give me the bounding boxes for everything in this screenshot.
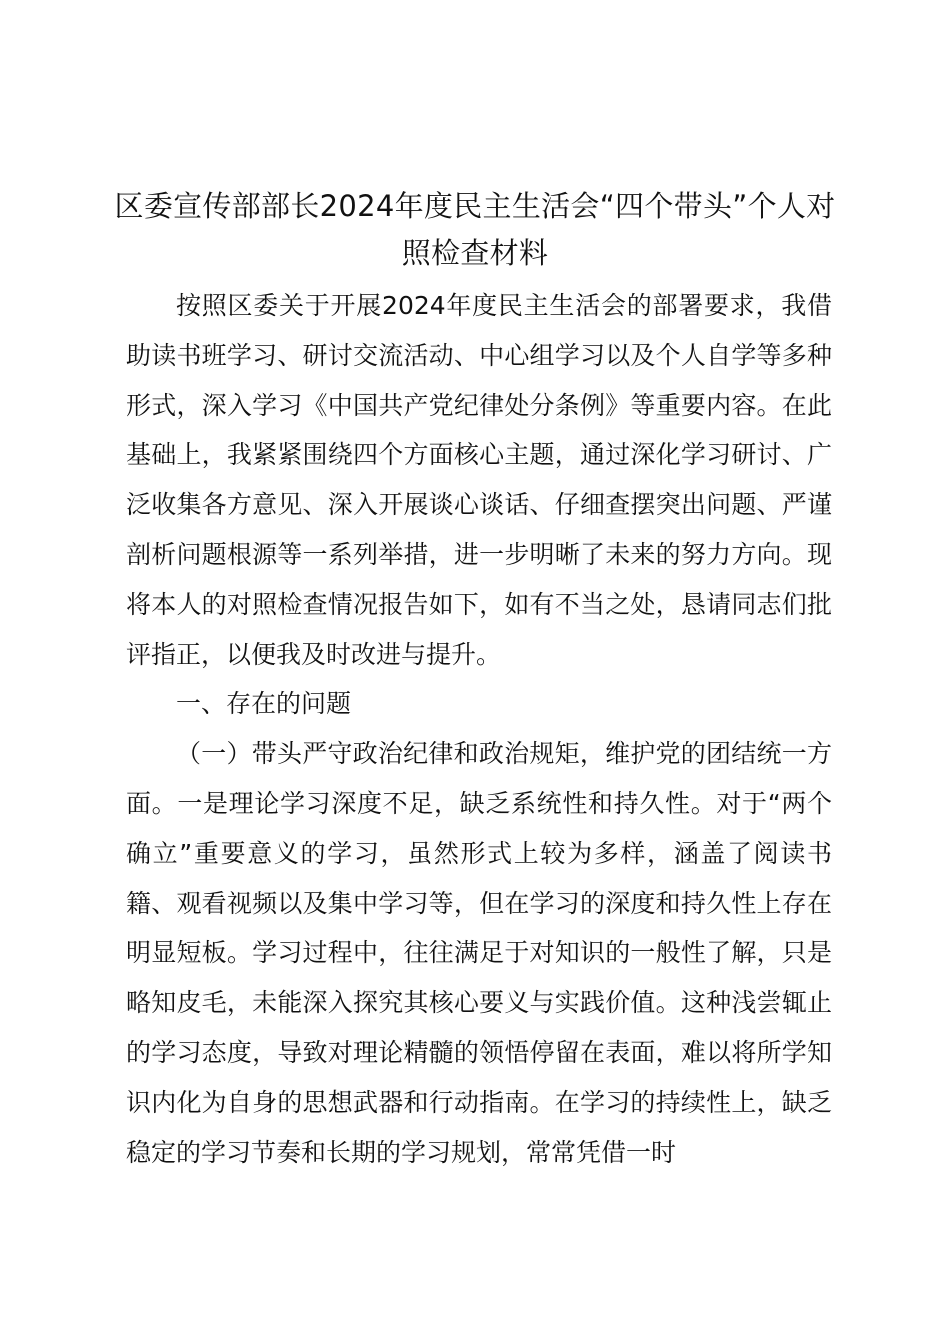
intro-paragraph: 按照区委关于开展2024年度民主生活会的部署要求，我借助读书班学习、研讨交流活动、中心组学习以及个人自学等多种形式，深入学习《中国共产党纪律处分条例》等重要内容。在此基础上，我紧紧围绕四个方面核心主题，通过深化学习研讨、广泛收集各方意见、深入开展谈心谈话、仔细查摆突出问题、严谨剖析问题根源等一系列举措，进一步明晰了未来的努力方向。现将本人的对照检查情况报告如下，如有不当之处，恳请同志们批评指正，以便我及时改进与提升。 bbox=[126, 291, 832, 669]
section-heading: 一、存在的问题 bbox=[176, 689, 352, 719]
document-title: 区委宣传部部长2024年度民主生活会“四个带头”个人对照检查材料 bbox=[114, 189, 836, 270]
document-body bbox=[126, 281, 832, 1177]
section-paragraph: （一）带头严守政治纪律和政治规矩，维护党的团结统一方面。一是理论学习深度不足，缺乏系统性和持久性。对于“两个确立”重要意义的学习，虽然形式上较为多样，涵盖了阅读书籍、观看视频以及集中学习等，但在学习的深度和持久性上存在明显短板。学习过程中，往往满足于对知识的一般性了解，只是略知皮毛，未能深入探究其核心要义与实践价值。这种浅尝辄止的学习态度，导致对理论精髓的领悟停留在表面，难以将所学知识内化为自身的思想武器和行动指南。在学习的持续性上，缺乏稳定的学习节奏和长期的学习规划，常常凭借一时 bbox=[126, 739, 832, 1167]
